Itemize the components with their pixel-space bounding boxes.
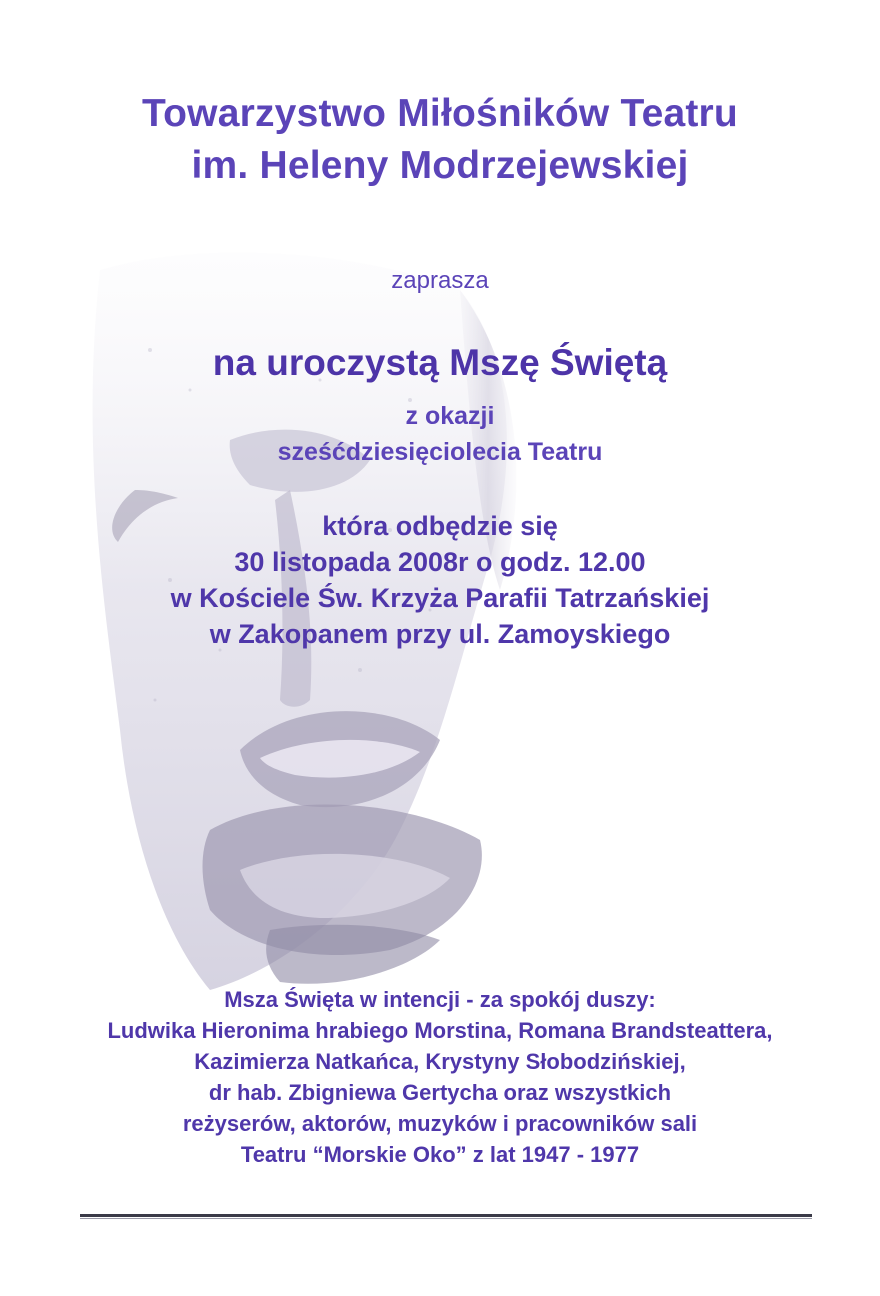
intention-line-6: Teatru “Morskie Oko” z lat 1947 - 1977	[240, 1142, 640, 1167]
intention-line-1: Msza Święta w intencji - za spokój duszy:	[224, 987, 656, 1012]
intention-line-2: Ludwika Hieronima hrabiego Morstina, Romana Brandsteattera,	[107, 1018, 773, 1043]
bottom-divider-shadow	[80, 1218, 812, 1219]
title-line-1: Towarzystwo Miłośników Teatru	[142, 92, 738, 135]
details-line-4: w Zakopanem przy ul. Zamoyskiego	[209, 619, 671, 649]
details-line-3: w Kościele Św. Krzyża Parafii Tatrzańskiej	[170, 583, 710, 613]
title-line-2: im. Heleny Modrzejewskiej	[191, 144, 689, 187]
occasion-line-2: sześćdziesięciolecia Teatru	[277, 438, 603, 466]
intention-line-3: Kazimierza Natkańca, Krystyny Słobodzińskiej,	[194, 1049, 686, 1074]
intention-line-5: reżyserów, aktorów, muzyków i pracowników sali	[182, 1111, 698, 1136]
occasion-line-1: z okazji	[405, 402, 495, 430]
details-line-1: która odbędzie się	[322, 511, 558, 541]
invites-text: zaprasza	[391, 267, 489, 294]
event-details	[0, 508, 880, 652]
details-line-2: 30 listopada 2008r o godz. 12.00	[234, 547, 646, 577]
mass-intention	[0, 984, 880, 1170]
mass-headline: na uroczystą Mszę Świętą	[212, 342, 668, 383]
intention-line-4: dr hab. Zbigniewa Gertycha oraz wszystkich	[208, 1080, 672, 1105]
occasion-text	[0, 398, 880, 470]
society-title	[0, 88, 880, 192]
bottom-divider	[80, 1214, 812, 1217]
